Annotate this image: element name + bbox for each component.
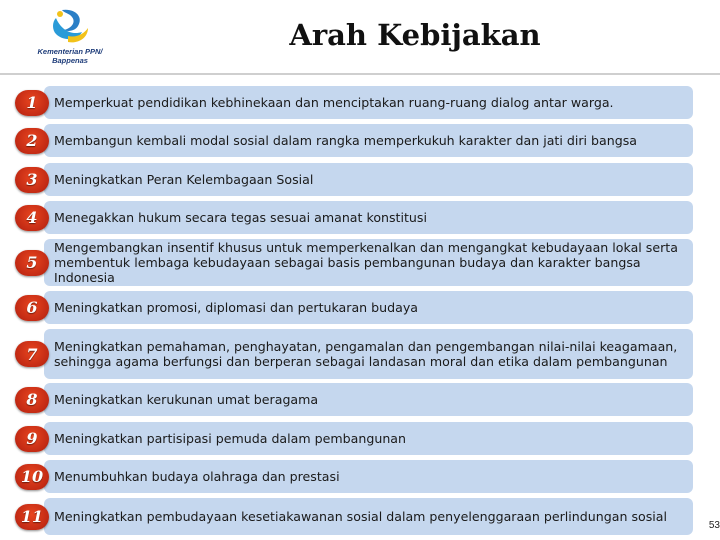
number-badge: 2: [15, 128, 49, 154]
policy-item-text: Meningkatkan pemahaman, penghayatan, pengamalan dan pengembangan nilai-nilai keagamaan, sehingga agama berfungsi dan berperan sebagai landasan moral dan etika dalam pembangunan: [54, 339, 678, 369]
number-badge: 9: [15, 426, 49, 452]
number-badge: 8: [15, 387, 49, 413]
policy-item: [44, 422, 693, 455]
number-badge: 5: [15, 250, 49, 276]
policy-item-text: Meningkatkan Peran Kelembagaan Sosial: [54, 172, 314, 187]
number-badge: 1: [15, 90, 49, 116]
logo-text-line1: Kementerian PPN/: [37, 47, 103, 56]
page-title: Arah Kebijakan: [289, 18, 541, 52]
policy-item: [44, 163, 693, 196]
policy-item-text: Membangun kembali modal sosial dalam rangka memperkukuh karakter dan jati diri bangsa: [54, 133, 638, 148]
policy-item-text: Meningkatkan partisipasi pemuda dalam pembangunan: [54, 431, 406, 446]
bappenas-emblem-icon: [48, 6, 92, 46]
number-badge: 6: [15, 295, 49, 321]
policy-item-text: Meningkatkan kerukunan umat beragama: [54, 392, 319, 407]
policy-item-text: Meningkatkan promosi, diplomasi dan pertukaran budaya: [54, 300, 419, 315]
policy-item-text: Meningkatkan pembudayaan kesetiakawanan sosial dalam penyelenggaraan perlindungan sosial: [54, 509, 667, 524]
number-badge: 3: [15, 167, 49, 193]
policy-item: [44, 124, 693, 157]
number-badge: 11: [15, 504, 49, 530]
policy-item: [44, 329, 693, 379]
policy-item-text: Menegakkan hukum secara tegas sesuai amanat konstitusi: [54, 210, 427, 225]
policy-item: [44, 291, 693, 324]
policy-item: [44, 383, 693, 416]
policy-item: [44, 460, 693, 493]
logo: [20, 6, 120, 68]
policy-item: [44, 86, 693, 119]
policy-item: [44, 201, 693, 234]
policy-item: [44, 498, 693, 535]
policy-item-text: Mengembangkan insentif khusus untuk memperkenalkan dan mengangkat kebudayaan lokal serta membentuk lembaga kebudayaan sebagai basis pembangunan budaya dan karakter bangsa Indonesia: [54, 240, 678, 285]
number-badge: 7: [15, 341, 49, 367]
number-badge: 10: [15, 464, 49, 490]
policy-item-text: Menumbuhkan budaya olahraga dan prestasi: [54, 469, 340, 484]
title-divider: [0, 73, 720, 75]
page-number: 53: [708, 520, 720, 531]
logo-text-line2: Bappenas: [52, 56, 88, 65]
policy-item-text: Memperkuat pendidikan kebhinekaan dan menciptakan ruang-ruang dialog antar warga.: [54, 95, 614, 110]
number-badge: 4: [15, 205, 49, 231]
policy-item: [44, 239, 693, 286]
